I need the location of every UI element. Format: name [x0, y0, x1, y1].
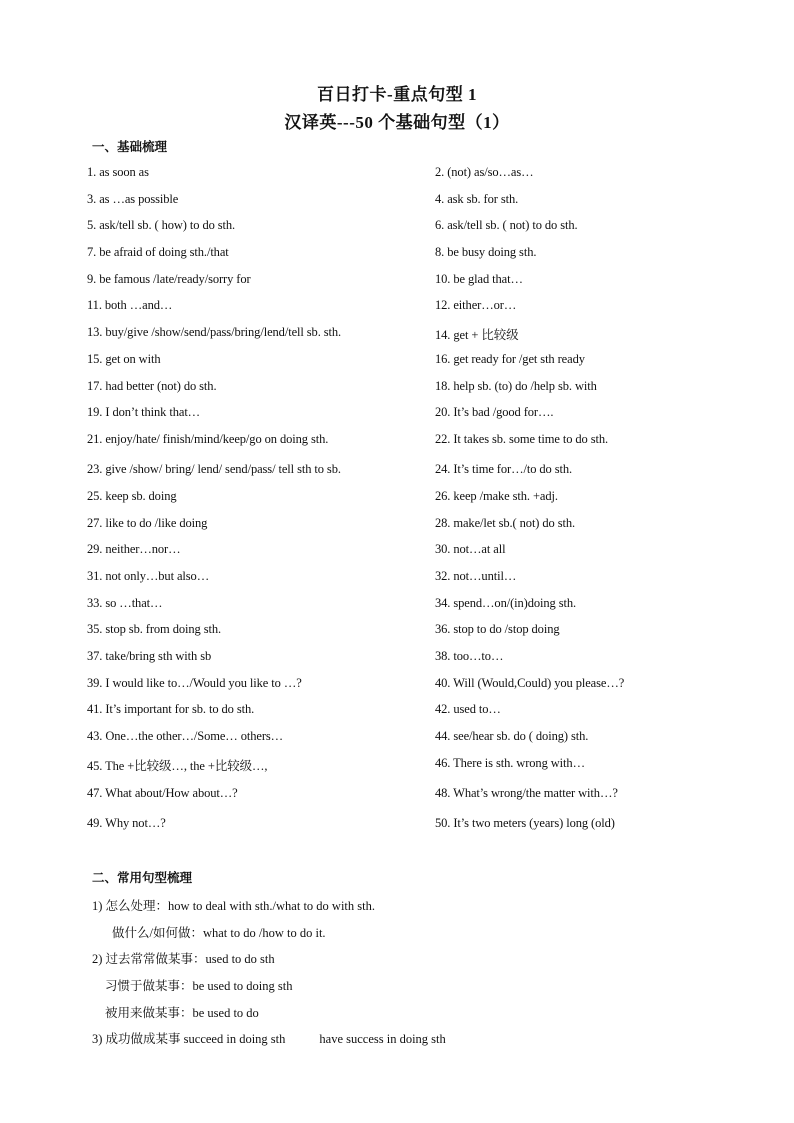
- pattern-item: 41. It’s important for sb. to do sth.: [87, 702, 255, 716]
- pattern-item: 43. One…the other…/Some… others…: [87, 729, 284, 743]
- pattern-item: 49. Why not…?: [87, 816, 166, 830]
- sentence-line: 做什么/如何做：what to do /how to do it.: [112, 926, 326, 940]
- pattern-item: 31. not only…but also…: [87, 569, 210, 583]
- title-line-1: 百日打卡-重点句型 1: [317, 85, 477, 104]
- pattern-item: 32. not…until…: [435, 569, 517, 583]
- sentence-line: [92, 1029, 446, 1047]
- section-1-heading: 一、基础梳理: [92, 140, 168, 154]
- pattern-item: 39. I would like to…/Would you like to …?: [87, 676, 302, 690]
- pattern-item: 8. be busy doing sth.: [435, 245, 537, 259]
- sentence-line: 1) 怎么处理：how to deal with sth./what to do with sth.: [92, 899, 375, 913]
- pattern-item: 28. make/let sb.( not) do sth.: [435, 516, 576, 530]
- pattern-item: 1. as soon as: [87, 165, 149, 179]
- pattern-item: 33. so …that…: [87, 596, 163, 610]
- sentence-line: 被用来做某事：be used to do: [105, 1006, 259, 1020]
- pattern-item: 21. enjoy/hate/ finish/mind/keep/go on doing sth.: [87, 432, 329, 446]
- pattern-item: 23. give /show/ bring/ lend/ send/pass/ tell sth to sb.: [87, 462, 341, 476]
- pattern-item: 40. Will (Would,Could) you please…?: [435, 676, 625, 690]
- pattern-item: 35. stop sb. from doing sth.: [87, 622, 222, 636]
- pattern-item: 12. either…or…: [435, 298, 517, 312]
- pattern-item: 17. had better (not) do sth.: [87, 379, 217, 393]
- pattern-item: 3. as …as possible: [87, 192, 179, 206]
- pattern-item: 2. (not) as/so…as…: [435, 165, 534, 179]
- section-2-heading: 二、常用句型梳理: [92, 871, 193, 885]
- pattern-item: 50. It’s two meters (years) long (old): [435, 816, 615, 830]
- sentence-part: 3) 成功做成某事 succeed in doing sth: [92, 1032, 286, 1046]
- pattern-item: 44. see/hear sb. do ( doing) sth.: [435, 729, 589, 743]
- pattern-item: 10. be glad that…: [435, 272, 523, 286]
- pattern-item: 18. help sb. (to) do /help sb. with: [435, 379, 597, 393]
- pattern-item: 7. be afraid of doing sth./that: [87, 245, 229, 259]
- pattern-item: 6. ask/tell sb. ( not) to do sth.: [435, 218, 578, 232]
- sentence-line: 习惯于做某事：be used to doing sth: [105, 979, 293, 993]
- pattern-item: 9. be famous /late/ready/sorry for: [87, 272, 251, 286]
- pattern-item: 47. What about/How about…?: [87, 786, 238, 800]
- pattern-item: 19. I don’t think that…: [87, 405, 201, 419]
- pattern-item: 4. ask sb. for sth.: [435, 192, 519, 206]
- pattern-item: 15. get on with: [87, 352, 161, 366]
- pattern-item: 5. ask/tell sb. ( how) to do sth.: [87, 218, 236, 232]
- pattern-item: 48. What’s wrong/the matter with…?: [435, 786, 618, 800]
- pattern-item: 46. There is sth. wrong with…: [435, 756, 585, 770]
- pattern-item: 30. not…at all: [435, 542, 506, 556]
- pattern-item: 24. It’s time for…/to do sth.: [435, 462, 573, 476]
- sentence-line: 2) 过去常常做某事：used to do sth: [92, 952, 275, 966]
- pattern-item: 20. It’s bad /good for….: [435, 405, 554, 419]
- pattern-item: 37. take/bring sth with sb: [87, 649, 212, 663]
- pattern-item: 26. keep /make sth. +adj.: [435, 489, 558, 503]
- pattern-item: 13. buy/give /show/send/pass/bring/lend/tell sb. sth.: [87, 325, 342, 339]
- pattern-item: 16. get ready for /get sth ready: [435, 352, 585, 366]
- pattern-item: 22. It takes sb. some time to do sth.: [435, 432, 609, 446]
- pattern-item: 36. stop to do /stop doing: [435, 622, 560, 636]
- pattern-item: 34. spend…on/(in)doing sth.: [435, 596, 577, 610]
- pattern-item: 11. both …and…: [87, 298, 173, 312]
- pattern-item: 25. keep sb. doing: [87, 489, 177, 503]
- pattern-item: 14. get + 比较级: [435, 328, 519, 342]
- pattern-item: 27. like to do /like doing: [87, 516, 208, 530]
- title-line-2: 汉译英---50 个基础句型（1）: [284, 113, 510, 132]
- pattern-item: 42. used to…: [435, 702, 501, 716]
- sentence-part: have success in doing sth: [319, 1032, 446, 1046]
- pattern-item: 38. too…to…: [435, 649, 504, 663]
- pattern-item: 29. neither…nor…: [87, 542, 181, 556]
- pattern-item: 45. The +比较级…, the +比较级…,: [87, 759, 268, 773]
